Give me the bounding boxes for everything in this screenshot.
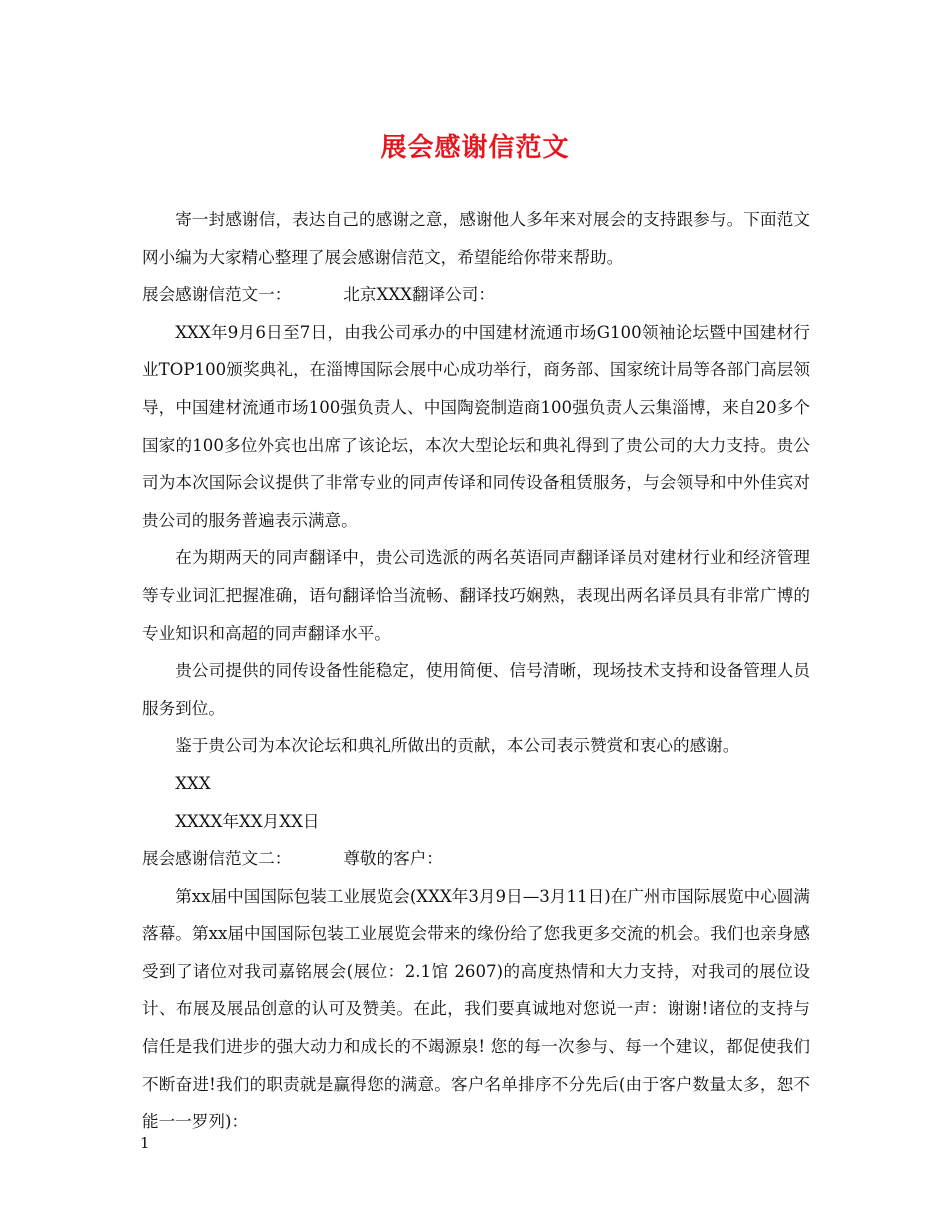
document-body: [142, 201, 810, 1141]
page-number: 1: [140, 1134, 150, 1152]
sample2-heading: [142, 840, 810, 878]
sample2-recipient: 尊敬的客户：: [343, 849, 443, 869]
sample1-paragraph-4: 鉴于贵公司为本次论坛和典礼所做出的贡献，本公司表示赞赏和衷心的感谢。: [175, 736, 740, 756]
sample1-signature: XXX: [175, 773, 211, 793]
intro-paragraph: 寄一封感谢信，表达自己的感谢之意，感谢他人多年来对展会的支持跟参与。下面范文网小编为大家精心整理了展会感谢信范文，希望能给你带来帮助。: [142, 210, 810, 267]
sample1-paragraph-3: 贵公司提供的同传设备性能稳定，使用简便、信号清晰，现场技术支持和设备管理人员服务到位。: [142, 661, 810, 718]
sample1-date: XXXX年XX月XX日: [175, 811, 320, 831]
sample1-paragraph-2: 在为期两天的同声翻译中，贵公司选派的两名英语同声翻译译员对建材行业和经济管理等专业词汇把握准确，语句翻译恰当流畅、翻译技巧娴熟，表现出两名译员具有非常广博的专业知识和高超的同声翻译水平。: [142, 548, 810, 643]
sample1-heading: [142, 276, 810, 314]
sample2-paragraph: 第xx届中国国际包装工业展览会(XXX年3月9日—3月11日)在广州市国际展览中心圆满落幕。第xx届中国国际包装工业展览会带来的缘份给了您我更多交流的机会。我们也亲身感受到了诸位对我司嘉铭展会(展位：2.1馆 2607)的高度热情和大力支持，对我司的展位设计、布展及展品创意的认可及赞美。在此，我们要真诚地对您说一声：谢谢!诸位的支持与信任是我们进步的强大动力和成长的不竭源泉! 您的每一次参与、每一个建议，都促使我们不断奋进!我们的职责就是赢得您的满意。客户名单排序不分先后(由于客户数量太多，恕不能一一罗列)：: [142, 886, 810, 1132]
sample1-label: 展会感谢信范文一：: [142, 285, 292, 305]
sample1-paragraph-1: XXX年9月6日至7日，由我公司承办的中国建材流通市场G100领袖论坛暨中国建材行业TOP100颁奖典礼，在淄博国际会展中心成功举行，商务部、国家统计局等各部门高层领导，中国建材流通市场100强负责人、中国陶瓷制造商100强负责人云集淄博，来自20多个国家的100多位外宾也出席了该论坛，本次大型论坛和典礼得到了贵公司的大力支持。贵公司为本次国际会议提供了非常专业的同声传译和同传设备租赁服务，与会领导和中外佳宾对贵公司的服务普遍表示满意。: [142, 322, 810, 530]
sample2-label: 展会感谢信范文二：: [142, 849, 292, 869]
sample1-recipient: 北京XXX翻译公司：: [343, 285, 495, 305]
document-title: 展会感谢信范文: [380, 133, 570, 163]
